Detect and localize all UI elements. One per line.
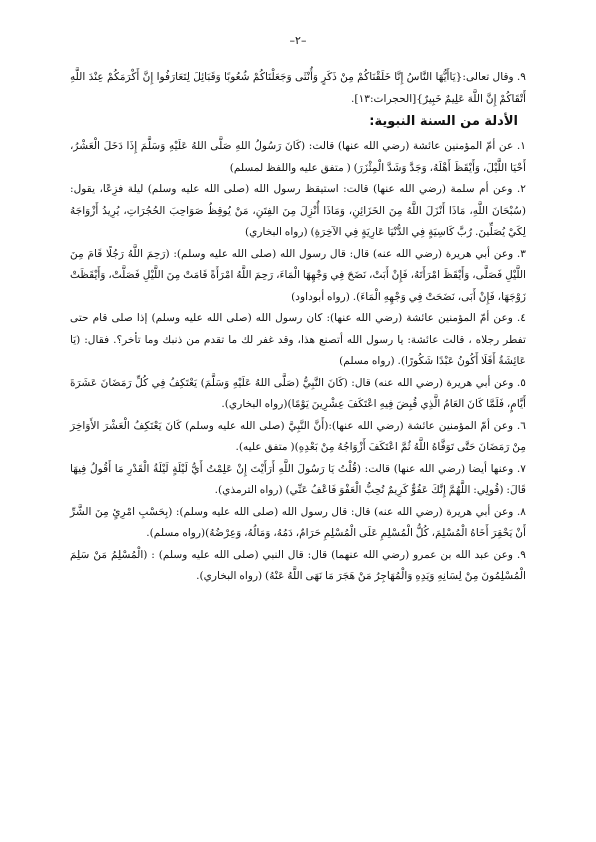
hadith-item-4: ٤. وعن أمّ المؤمنين عائشة (رضي الله عنها): كان رسول الله (صلى الله عليه وسلم) إذا صلى قام حتى تفطر رجلاه ، قالت عائشة: يا رسول الله أتصنع هذا، وقد غفر لك ما تقدم من ذنبك وما تأخر؟. فقال: (يَا عَائِشَةُ أَفَلَا أَكُونُ عَبْدًا شَكُورًا). (رواه مسلم) [70,312,526,367]
hadith-item-6: ٦. وعن أمّ المؤمنين عائشة (رضي الله عنها):(أَنَّ النَّبِيَّ (صلى الله عليه وسلم) كَانَ يَعْتَكِفُ الْعَشْرَ الأَوَاخِرَ مِنْ رَمَضَانَ حَتَّى تَوَفَّاهُ اللَّهُ ثُمَّ اعْتَكَفَ أَزْوَاجُهُ مِنْ بَعْدِهِ)( متفق عليه). [70,419,526,453]
hadith-item-7: ٧. وعنها أيضا (رضي الله عنها) قالت: (قُلْتُ يَا رَسُولَ اللَّهِ أَرَأَيْتَ إِنْ عَلِمْتُ أَيُّ لَيْلَةٍ لَيْلَةُ الْقَدْرِ مَا أَقُولُ فِيهَا قَالَ: (قُولِي: اللَّهُمَّ إِنَّكَ عَفُوٌّ كَرِيمٌ تُحِبُّ الْعَفْوَ فَاعْفُ عَنِّي) (رواه الترمذي). [70,462,526,496]
page-number: –٢– [289,34,307,47]
hadith-item-8: ٨. وعن أبي هريرة (رضي الله عنه) قال: قال رسول الله (صلى الله عليه وسلم): (بِحَسْبِ امْرِئٍ مِنَ الشَّرِّ أَنْ يَحْقِرَ أَخَاهُ الْمُسْلِمَ، كُلُّ الْمُسْلِمِ عَلَى الْمُسْلِمِ حَرَامٌ، دَمُهُ، وَمَالُهُ، وَعِرْضُهُ)(رواه مسلم). [70,505,526,539]
section-heading: الأدلة من السنة النبوية: [369,114,518,129]
hadith-item-2: ٢. وعن أم سلمة (رضي الله عنها) قالت: استيقظ رسول الله (صلى الله عليه وسلم) ليلة فزِعًا، يقول: (سُبْحَانَ اللَّهِ، مَاذَا أَنْزَلَ اللَّهُ مِنَ الخَزَائِنِ، وَمَاذَا أُنْزِلَ مِنَ الفِتَنِ، مَنْ يُوقِظُ صَوَاحِبَ الحُجُرَاتِ، يُرِيدُ أَزْوَاجَهُ لِكَيْ يُصَلِّينَ. رُبَّ كَاسِيَةٍ فِي الدُّنْيَا عَارِيَةٍ فِي الآخِرَةِ) (رواه البخاري) [70,183,526,238]
hadith-item-5: ٥. وعن أبي هريرة (رضي الله عنه) قال: (كَانَ النَّبِيُّ (صَلَّى اللهُ عَلَيْهِ وَسَلَّمَ) يَعْتَكِفُ فِي كُلِّ رَمَضَانَ عَشَرَةَ أَيَّامٍ، فَلَمَّا كَانَ العَامُ الَّذِي قُبِضَ فِيهِ اعْتَكَفَ عِشْرِينَ يَوْمًا)(رواه البخاري). [70,376,526,410]
hadith-item-1: ١. عن أمّ المؤمنين عائشة (رضي الله عنها) قالت: (كَانَ رَسُولُ اللهِ صَلَّى اللهُ عَلَيْهِ وَسَلَّمَ إِذَا دَخَلَ الْعَشْرُ، أَحْيَا اللَّيْلَ، وَأَيْقَظَ أَهْلَهُ، وَجَدَّ وَشَدَّ الْمِئْزَرَ) ( متفق عليه واللفظ لمسلم) [70,140,526,174]
hadith-list [70,136,526,588]
quran-verse-item: ٩. وقال تعالى:{يَاأَيُّهَا النَّاسُ إِنَّا خَلَقْنَاكُمْ مِنْ ذَكَرٍ وَأُنْثَى وَجَعَلْنَاكُمْ شُعُوبًا وَقَبَائِلَ لِتَعَارَفُوا إِنَّ أَكْرَمَكُمْ عِنْدَ اللَّهِ أَتْقَاكُمْ إِنَّ اللَّهَ عَلِيمٌ خَبِيرٌ}[الحجرات:١٣]. [70,71,526,105]
hadith-item-9: ٩. وعن عبد الله بن عمرو (رضي الله عنهما) قال: قال النبي (صلى الله عليه وسلم) : (الْمُسْلِمُ مَنْ سَلِمَ الْمُسْلِمُونَ مِنْ لِسَانِهِ وَيَدِهِ وَالْمُهَاجِرُ مَنْ هَجَرَ مَا نَهَى اللَّهُ عَنْهُ) (رواه البخاري). [70,548,526,582]
hadith-item-3: ٣. وعن أبي هريرة (رضي الله عنه) قال: قال رسول الله (صلى الله عليه وسلم): (رَحِمَ اللَّهُ رَجُلًا قَامَ مِنَ اللَّيْلِ فَصَلَّى، وَأَيْقَظَ امْرَأَتَهُ، فَإِنْ أَبَتْ، نَضَحَ فِي وَجْهِهَا الْمَاءَ، رَحِمَ اللَّهُ امْرَأَةً قَامَتْ مِنَ اللَّيْلِ فَصَلَّتْ، وَأَيْقَظَتْ زَوْجَهَا، فَإِنْ أَبَى، نَضَحَتْ فِي وَجْهِهِ الْمَاءَ). (رواه أبوداود) [70,247,526,303]
